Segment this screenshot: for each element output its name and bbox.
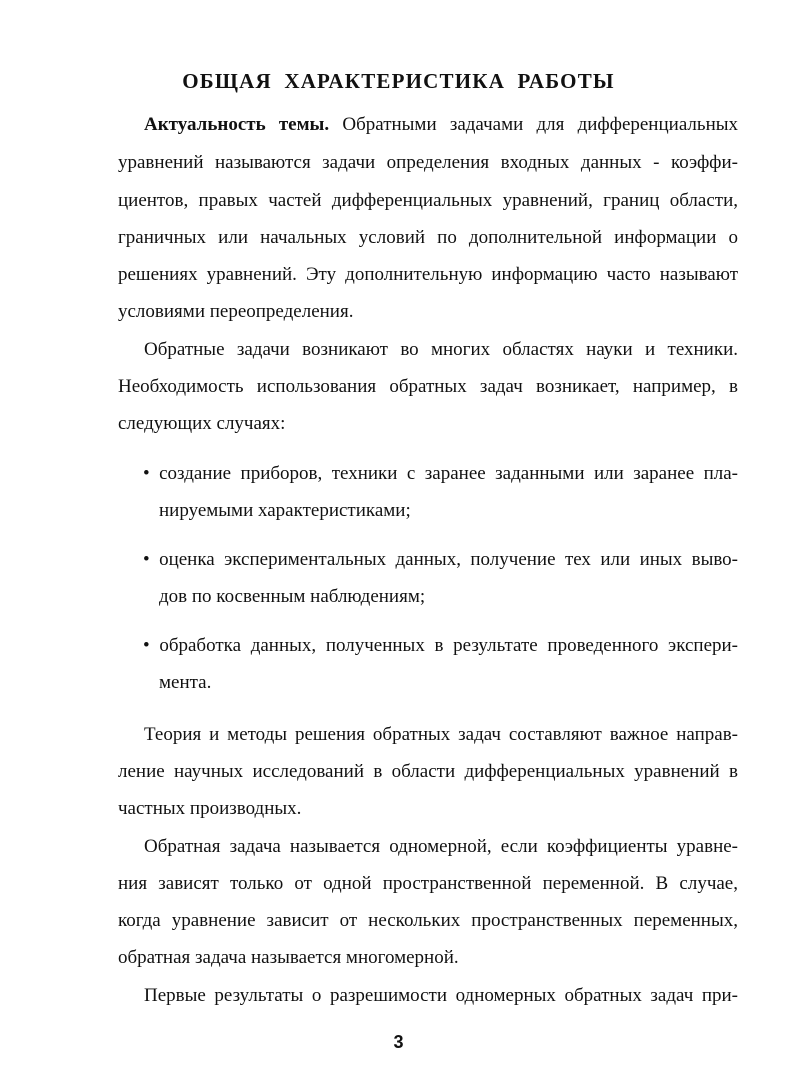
paragraph-2-line-3: следующих случаях: [118,413,286,434]
paragraph-4-line-4: обратная задача называется многомерной. [118,947,459,968]
list-item-2-line-2: дов по косвенным наблюдениям; [159,586,426,607]
paragraph-1-line-1-text: Обратными задачами для дифференциальных [342,114,738,135]
list-item-2-line-1: • оценка экспериментальных данных, получение тех или иных выво- [143,549,738,570]
paragraph-1-line-6: условиями переопределения. [118,301,354,322]
paragraph-1-line-3: циентов, правых частей дифференциальных уравнений, границ области, [118,190,738,211]
list-item-3-line-1: • обработка данных, полученных в результате проведенного экспери- [143,635,738,656]
paragraph-4-line-1: Обратная задача называется одномерной, если коэффициенты уравне- [144,836,738,857]
paragraph-3-line-2: ление научных исследований в области дифференциальных уравнений в [118,761,738,782]
list-item-3-line-2: мента. [159,672,212,693]
paragraph-3-line-1: Теория и методы решения обратных задач составляют важное направ- [144,724,738,745]
paragraph-1-line-1 [144,112,738,138]
paragraph-3-line-3: частных производных. [118,798,302,819]
paragraph-2-line-1: Обратные задачи возникают во многих областях науки и техники. [144,339,738,360]
page-number: 3 [393,1032,404,1052]
list-item-1-line-2: нируемыми характеристиками; [159,500,411,521]
paragraph-4-line-2: ния зависят только от одной пространственной переменной. В случае, [118,873,738,894]
paragraph-1-line-2: уравнений называются задачи определения входных данных - коэффи- [118,152,738,173]
paragraph-5-line-1: Первые результаты о разрешимости одномерных обратных задач при- [144,985,738,1006]
page-title: ОБЩАЯ ХАРАКТЕРИСТИКА РАБОТЫ [182,69,615,93]
list-item-1-line-1: • создание приборов, техники с заранее заданными или заранее пла- [143,463,738,484]
paragraph-1-line-4: граничных или начальных условий по дополнительной информации о [118,227,738,248]
paragraph-1-line-5: решениях уравнений. Эту дополнительную информацию часто называют [118,264,738,285]
topic-relevance-heading: Актуальность темы. [144,114,330,135]
paragraph-4-line-3: когда уравнение зависит от нескольких пространственных переменных, [118,910,738,931]
paragraph-2-line-2: Необходимость использования обратных задач возникает, например, в [118,376,738,397]
